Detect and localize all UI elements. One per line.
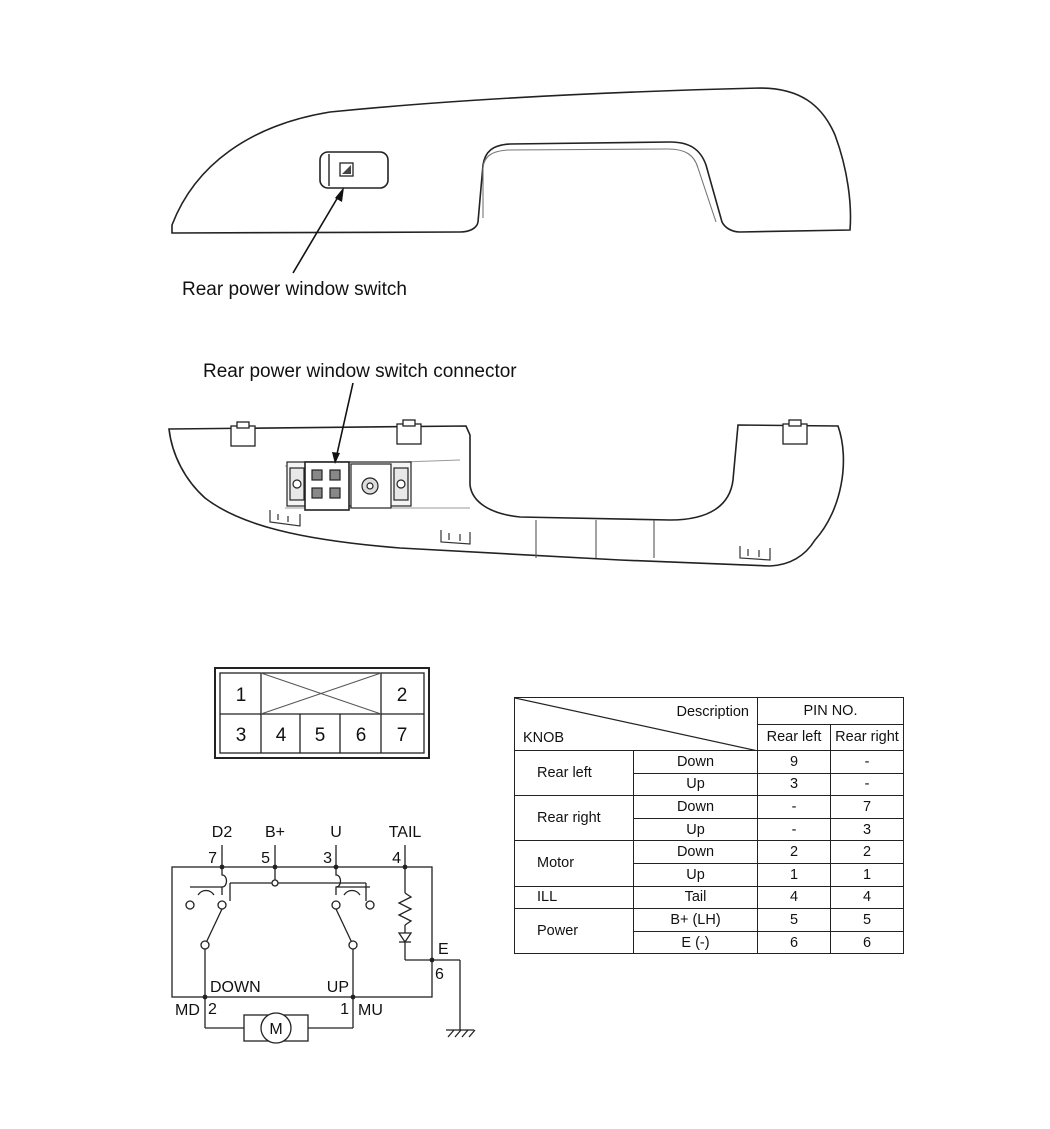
term-e: E	[438, 941, 449, 958]
armrest-outline	[172, 88, 850, 233]
term-bplus: B+	[264, 824, 286, 841]
table-row: E (-) 6 6	[515, 931, 904, 954]
pin-table	[514, 697, 904, 954]
connector-leader-line	[337, 383, 353, 454]
pin-num-1: 1	[340, 1001, 349, 1018]
table-row: Motor Down 2 2	[515, 841, 904, 864]
pin-num-6: 6	[435, 966, 444, 983]
table-row: Rear right Down - 7	[515, 796, 904, 819]
table-row: Up 3 -	[515, 773, 904, 796]
group-ill: ILL	[515, 886, 634, 909]
pin-5: 5	[314, 725, 326, 746]
pin-7: 7	[396, 725, 408, 746]
pin-num-4: 4	[392, 850, 401, 867]
pin-1: 1	[235, 685, 247, 706]
pin-num-2: 2	[208, 1001, 217, 1018]
circuit-schematic	[160, 815, 490, 1055]
table-corner-header	[515, 698, 758, 751]
up-label: UP	[326, 979, 349, 996]
table-row: Power B+ (LH) 5 5	[515, 909, 904, 932]
pin-6: 6	[355, 725, 367, 746]
table-row: Up 1 1	[515, 863, 904, 886]
window-switch-body[interactable]	[320, 152, 388, 188]
rear-left-header: Rear left	[758, 724, 831, 751]
pin-no-header: PIN NO.	[758, 698, 904, 725]
connector-face	[214, 667, 430, 759]
term-d2: D2	[211, 824, 233, 841]
armrest-back-drawing	[0, 380, 1050, 580]
pin-4: 4	[275, 725, 287, 746]
pin-num-7: 7	[208, 850, 217, 867]
group-rear-left: Rear left	[515, 751, 634, 796]
armrest-back-outline	[169, 425, 843, 566]
motor-label: M	[269, 1021, 283, 1038]
mu-label: MU	[358, 1002, 383, 1019]
down-label: DOWN	[210, 979, 261, 996]
top-clips	[231, 420, 807, 446]
description-header: Description	[676, 704, 749, 720]
pin-num-3: 3	[323, 850, 332, 867]
group-rear-right: Rear right	[515, 796, 634, 841]
switch-leader-line	[293, 197, 338, 273]
pin-2: 2	[396, 685, 408, 706]
table-row: Rear left Down 9 -	[515, 751, 904, 774]
table-row: ILL Tail 4 4	[515, 886, 904, 909]
table-row: Up - 3	[515, 818, 904, 841]
group-power: Power	[515, 909, 634, 954]
group-motor: Motor	[515, 841, 634, 886]
switch-module[interactable]	[287, 462, 411, 510]
term-u: U	[330, 824, 342, 841]
term-tail: TAIL	[388, 824, 422, 841]
rear-right-header: Rear right	[831, 724, 904, 751]
switch-label: Rear power window switch	[182, 279, 407, 300]
connector-label: Rear power window switch connector	[203, 361, 517, 382]
md-label: MD	[175, 1002, 200, 1019]
armrest-drawing	[0, 0, 1050, 320]
pin-3: 3	[235, 725, 247, 746]
knob-header: KNOB	[523, 730, 565, 746]
handle-recess	[483, 149, 716, 222]
pin-num-5: 5	[261, 850, 270, 867]
